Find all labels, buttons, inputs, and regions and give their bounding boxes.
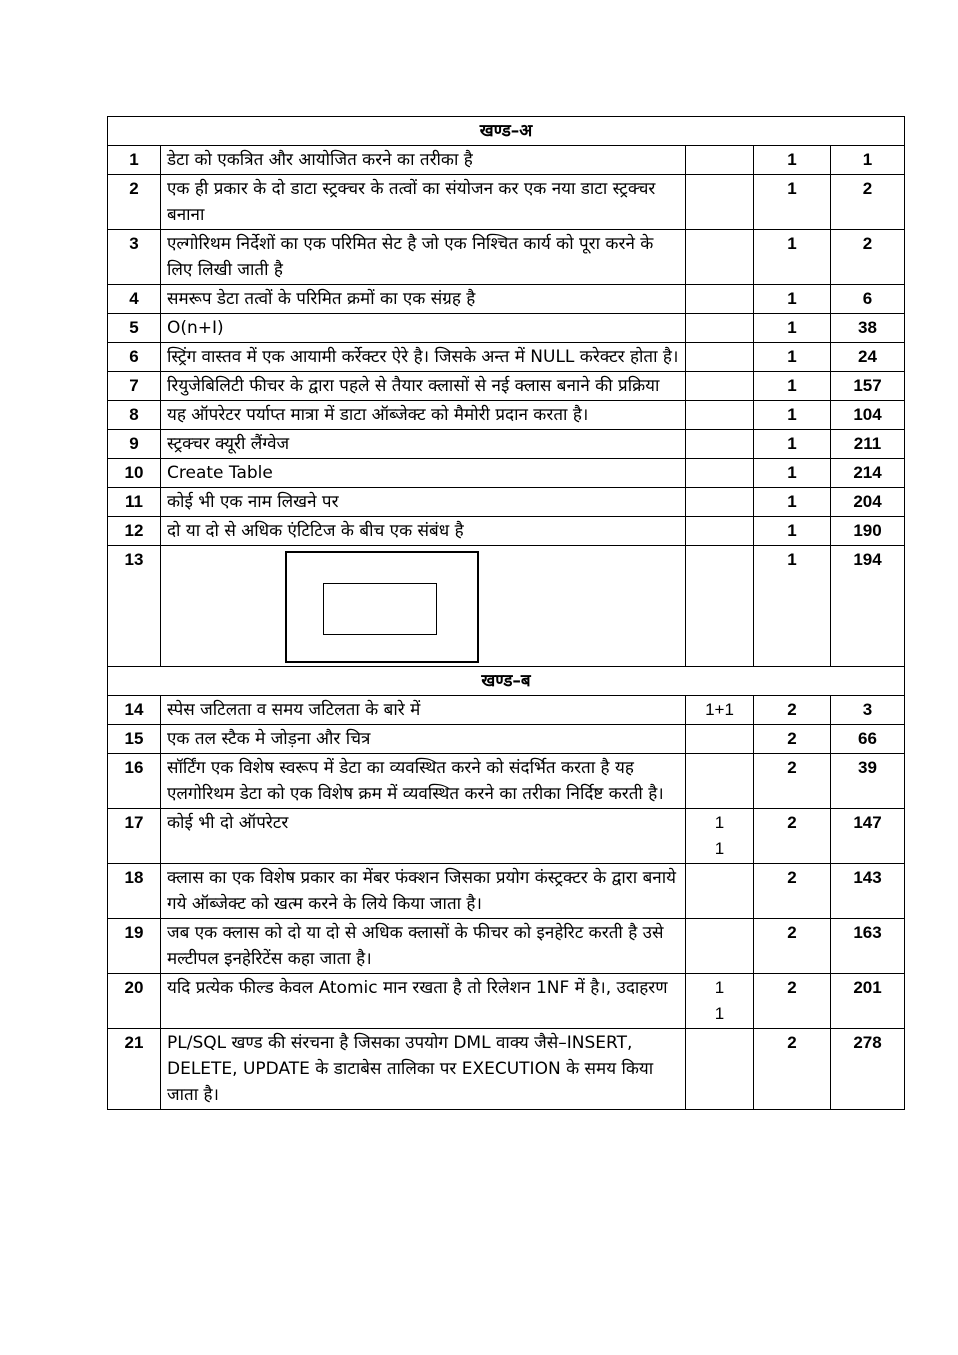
diagram-cell xyxy=(161,546,686,667)
question-number: 11 xyxy=(108,488,161,517)
answer-text: PL/SQL खण्ड की संरचना है जिसका उपयोग DML वाक्य जैसे–INSERT, DELETE, UPDATE के डाटाबेस तालिका पर EXECUTION के समय किया जाता है। xyxy=(161,1029,686,1110)
marks: 2 xyxy=(754,1029,831,1110)
marks: 1 xyxy=(754,372,831,401)
answer-text: O(n+I) xyxy=(161,314,686,343)
answer-text: Create Table xyxy=(161,459,686,488)
part-marks xyxy=(686,696,754,725)
table-row xyxy=(108,696,905,725)
question-number: 16 xyxy=(108,754,161,809)
table-row xyxy=(108,230,905,285)
part-mark-value: 1 xyxy=(714,839,725,858)
question-number: 2 xyxy=(108,175,161,230)
part-marks xyxy=(686,175,754,230)
table-row xyxy=(108,430,905,459)
answer-text: यदि प्रत्येक फील्ड केवल Atomic मान रखता है तो रिलेशन 1NF में है।, उदाहरण xyxy=(161,974,686,1029)
part-marks xyxy=(686,343,754,372)
part-mark-value: 1 xyxy=(714,1004,725,1023)
marks: 2 xyxy=(754,919,831,974)
table-row xyxy=(108,517,905,546)
section-b-title: खण्ड–ब xyxy=(108,667,905,696)
part-marks xyxy=(686,285,754,314)
part-marks xyxy=(686,372,754,401)
page-number: 39 xyxy=(831,754,905,809)
part-mark-value: 1 xyxy=(714,813,725,832)
page-number: 190 xyxy=(831,517,905,546)
question-number: 7 xyxy=(108,372,161,401)
page-number: 6 xyxy=(831,285,905,314)
part-marks xyxy=(686,517,754,546)
question-number: 13 xyxy=(108,546,161,667)
question-number: 20 xyxy=(108,974,161,1029)
answer-key-table xyxy=(107,116,905,1110)
marks: 2 xyxy=(754,696,831,725)
marks: 2 xyxy=(754,754,831,809)
question-number: 12 xyxy=(108,517,161,546)
question-number: 9 xyxy=(108,430,161,459)
marks: 1 xyxy=(754,459,831,488)
page-number: 2 xyxy=(831,175,905,230)
table-row xyxy=(108,401,905,430)
inner-rectangle-diagram xyxy=(323,583,437,635)
marks: 1 xyxy=(754,230,831,285)
part-marks xyxy=(686,488,754,517)
question-number: 6 xyxy=(108,343,161,372)
answer-text: जब एक क्लास को दो या दो से अधिक क्लासों के फीचर को इनहेरिट करती है उसे मल्टीपल इनहेरिटेंस कहा जाता है। xyxy=(161,919,686,974)
page-number: 2 xyxy=(831,230,905,285)
marks: 1 xyxy=(754,430,831,459)
table-row xyxy=(108,175,905,230)
page-number: 24 xyxy=(831,343,905,372)
table-row xyxy=(108,146,905,175)
marks: 1 xyxy=(754,175,831,230)
part-marks xyxy=(686,725,754,754)
table-row xyxy=(108,285,905,314)
answer-text: स्ट्रक्चर क्यूरी लैंग्वेज xyxy=(161,430,686,459)
marks: 1 xyxy=(754,343,831,372)
answer-text: डेटा को एकत्रित और आयोजित करने का तरीका है xyxy=(161,146,686,175)
table-row xyxy=(108,809,905,864)
page-number: 278 xyxy=(831,1029,905,1110)
table-row xyxy=(108,488,905,517)
part-marks xyxy=(686,754,754,809)
page-number: 163 xyxy=(831,919,905,974)
part-marks xyxy=(686,459,754,488)
part-marks xyxy=(686,974,754,1029)
table-row xyxy=(108,974,905,1029)
answer-text: यह ऑपरेटर पर्याप्त मात्रा में डाटा ऑब्जेक्ट को मैमोरी प्रदान करता है। xyxy=(161,401,686,430)
question-number: 21 xyxy=(108,1029,161,1110)
page-number: 1 xyxy=(831,146,905,175)
marks: 1 xyxy=(754,401,831,430)
marks: 2 xyxy=(754,725,831,754)
marks: 1 xyxy=(754,146,831,175)
page-number: 3 xyxy=(831,696,905,725)
question-number: 4 xyxy=(108,285,161,314)
answer-text: स्ट्रिंग वास्तव में एक आयामी कर्रेक्टर ऐरे है। जिसके अन्त में NULL करेक्टर होता है। xyxy=(161,343,686,372)
part-marks xyxy=(686,546,754,667)
page-number: 38 xyxy=(831,314,905,343)
marks: 2 xyxy=(754,809,831,864)
page-number: 214 xyxy=(831,459,905,488)
part-marks xyxy=(686,314,754,343)
question-number: 1 xyxy=(108,146,161,175)
part-marks xyxy=(686,809,754,864)
page-number: 201 xyxy=(831,974,905,1029)
answer-text: एक तल स्टैक मे जोड़ना और चित्र xyxy=(161,725,686,754)
marks: 1 xyxy=(754,285,831,314)
part-marks xyxy=(686,146,754,175)
question-number: 18 xyxy=(108,864,161,919)
page-number: 147 xyxy=(831,809,905,864)
page-number: 157 xyxy=(831,372,905,401)
table-row xyxy=(108,864,905,919)
question-number: 3 xyxy=(108,230,161,285)
answer-text: स्पेस जटिलता व समय जटिलता के बारे में xyxy=(161,696,686,725)
question-number: 8 xyxy=(108,401,161,430)
table-row xyxy=(108,343,905,372)
section-a-title: खण्ड–अ xyxy=(108,117,905,146)
part-marks xyxy=(686,1029,754,1110)
page-number: 104 xyxy=(831,401,905,430)
marks: 2 xyxy=(754,864,831,919)
part-marks xyxy=(686,864,754,919)
part-mark-value: 1 xyxy=(714,978,725,997)
section-b-header-row xyxy=(108,667,905,696)
answer-text: क्लास का एक विशेष प्रकार का मेंबर फंक्शन जिसका प्रयोग कंस्ट्रक्टर के द्वारा बनाये गये ऑब्जेक्ट को खत्म करने के लिये किया जाता है। xyxy=(161,864,686,919)
table-row xyxy=(108,459,905,488)
question-number: 14 xyxy=(108,696,161,725)
table-row xyxy=(108,546,905,667)
question-number: 5 xyxy=(108,314,161,343)
section-a-header-row xyxy=(108,117,905,146)
question-number: 15 xyxy=(108,725,161,754)
table-row xyxy=(108,725,905,754)
table-row xyxy=(108,314,905,343)
page-number: 143 xyxy=(831,864,905,919)
question-number: 10 xyxy=(108,459,161,488)
outer-rectangle-diagram xyxy=(285,551,479,663)
answer-text: दो या दो से अधिक एंटिटिज के बीच एक संबंध है xyxy=(161,517,686,546)
page-number: 194 xyxy=(831,546,905,667)
part-mark-value: 1+1 xyxy=(705,700,734,719)
part-marks xyxy=(686,230,754,285)
answer-text: कोई भी दो ऑपरेटर xyxy=(161,809,686,864)
question-number: 17 xyxy=(108,809,161,864)
marks: 1 xyxy=(754,517,831,546)
answer-text: समरूप डेटा तत्वों के परिमित क्रमों का एक संग्रह है xyxy=(161,285,686,314)
table-row xyxy=(108,919,905,974)
marks: 1 xyxy=(754,488,831,517)
part-marks xyxy=(686,430,754,459)
answer-text: कोई भी एक नाम लिखने पर xyxy=(161,488,686,517)
table-row xyxy=(108,372,905,401)
answer-text: सॉर्टिंग एक विशेष स्वरूप में डेटा का व्यवस्थित करने को संदर्भित करता है यह एलगोरिथम डेटा को एक विशेष क्रम में व्यवस्थित करने का तरीका निर्दिष्ट करती है। xyxy=(161,754,686,809)
question-number: 19 xyxy=(108,919,161,974)
part-marks xyxy=(686,919,754,974)
page-number: 66 xyxy=(831,725,905,754)
table-row xyxy=(108,1029,905,1110)
marks: 1 xyxy=(754,546,831,667)
page-number: 211 xyxy=(831,430,905,459)
answer-text: रियुजेबिलिटी फीचर के द्वारा पहले से तैयार क्लासों से नई क्लास बनाने की प्रक्रिया xyxy=(161,372,686,401)
part-marks xyxy=(686,401,754,430)
table-row xyxy=(108,754,905,809)
marks: 1 xyxy=(754,314,831,343)
answer-text: एल्गोरिथम निर्देशों का एक परिमित सेट है जो एक निश्चित कार्य को पूरा करने के लिए लिखी जाती है xyxy=(161,230,686,285)
marks: 2 xyxy=(754,974,831,1029)
answer-text: एक ही प्रकार के दो डाटा स्ट्रक्चर के तत्वों का संयोजन कर एक नया डाटा स्ट्रक्चर बनाना xyxy=(161,175,686,230)
page-number: 204 xyxy=(831,488,905,517)
